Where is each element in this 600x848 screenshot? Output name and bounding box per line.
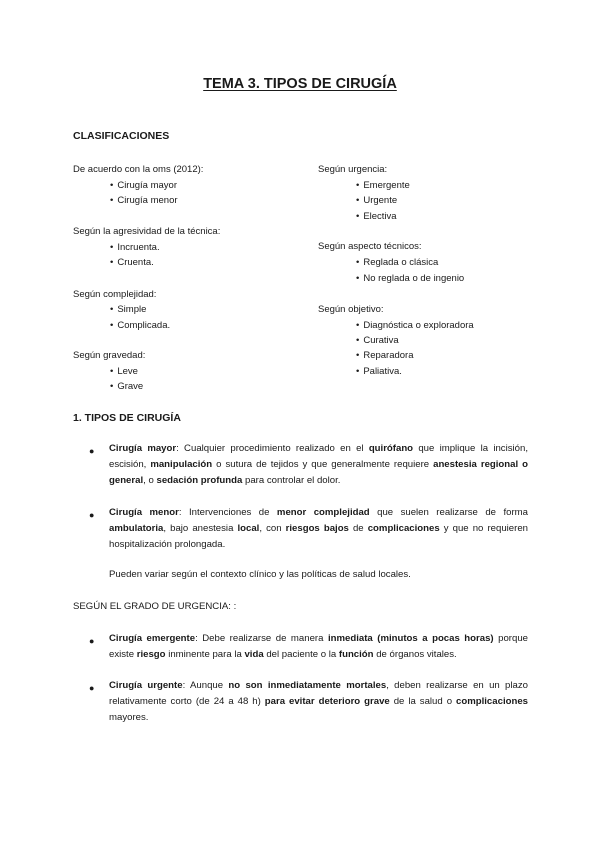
list-item: • Diagnóstica o exploradora — [356, 320, 474, 331]
category-label: Según aspecto técnicos: — [318, 241, 422, 252]
list-item: • Cirugía mayor — [110, 180, 177, 191]
list-item: • Simple — [110, 304, 146, 315]
note-text: Pueden variar según el contexto clínico y las políticas de salud locales. — [109, 569, 411, 580]
list-item: • Cirugía menor — [110, 195, 178, 206]
bullet-icon — [89, 683, 97, 691]
category-label: Según urgencia: — [318, 164, 388, 175]
list-item: • Reglada o clásica — [356, 257, 438, 268]
list-item: • No reglada o de ingenio — [356, 273, 464, 284]
category-label: Según complejidad: — [73, 289, 157, 300]
list-item: • Incruenta. — [110, 242, 160, 253]
tipos-heading: 1. TIPOS DE CIRUGÍA — [73, 412, 181, 424]
cirugia-mayor-paragraph: Cirugía mayor: Cualquier procedimiento realizado en el quirófano que implique la incisión, escisión, manipulación o sutura de tejidos y que generalmente requiere anestesia regional o general, o sedación profunda para controlar el dolor. — [109, 443, 528, 486]
list-item: • Reparadora — [356, 350, 414, 361]
cirugia-urgente-paragraph: Cirugía urgente: Aunque no son inmediatamente mortales, deben realizarse en un plazo relativamente corto (de 24 a 48 h) para evitar deterioro grave de la salud o complicaciones mayores. — [109, 680, 528, 723]
bullet-icon — [89, 446, 97, 454]
bullet-icon — [89, 510, 97, 518]
list-item: • Emergente — [356, 180, 410, 191]
category-label: De acuerdo con la oms (2012): — [73, 164, 204, 175]
category-label: Según la agresividad de la técnica: — [73, 226, 221, 237]
list-item: • Paliativa. — [356, 366, 402, 377]
clasificaciones-heading: CLASIFICACIONES — [73, 130, 170, 142]
category-label: Según objetivo: — [318, 304, 384, 315]
list-item: • Curativa — [356, 335, 399, 346]
list-item: • Complicada. — [110, 320, 170, 331]
category-label: Según gravedad: — [73, 350, 146, 361]
cirugia-emergente-paragraph: Cirugía emergente: Debe realizarse de manera inmediata (minutos a pocas horas) porque existe riesgo inminente para la vida del paciente o la función de órganos vitales. — [109, 633, 528, 660]
list-item: • Cruenta. — [110, 257, 154, 268]
urgencia-heading: SEGÚN EL GRADO DE URGENCIA: : — [73, 601, 237, 612]
list-item: • Urgente — [356, 195, 397, 206]
list-item: • Leve — [110, 366, 138, 377]
list-item: • Electiva — [356, 211, 397, 222]
list-item: • Grave — [110, 381, 143, 392]
page-title: TEMA 3. TIPOS DE CIRUGÍA — [203, 76, 397, 92]
bullet-icon — [89, 636, 97, 644]
cirugia-menor-paragraph: Cirugía menor: Intervenciones de menor complejidad que suelen realizarse de forma ambulatoria, bajo anestesia local, con riesgos bajos de complicaciones y que no requieren hospitalización prolongada. — [109, 507, 528, 550]
